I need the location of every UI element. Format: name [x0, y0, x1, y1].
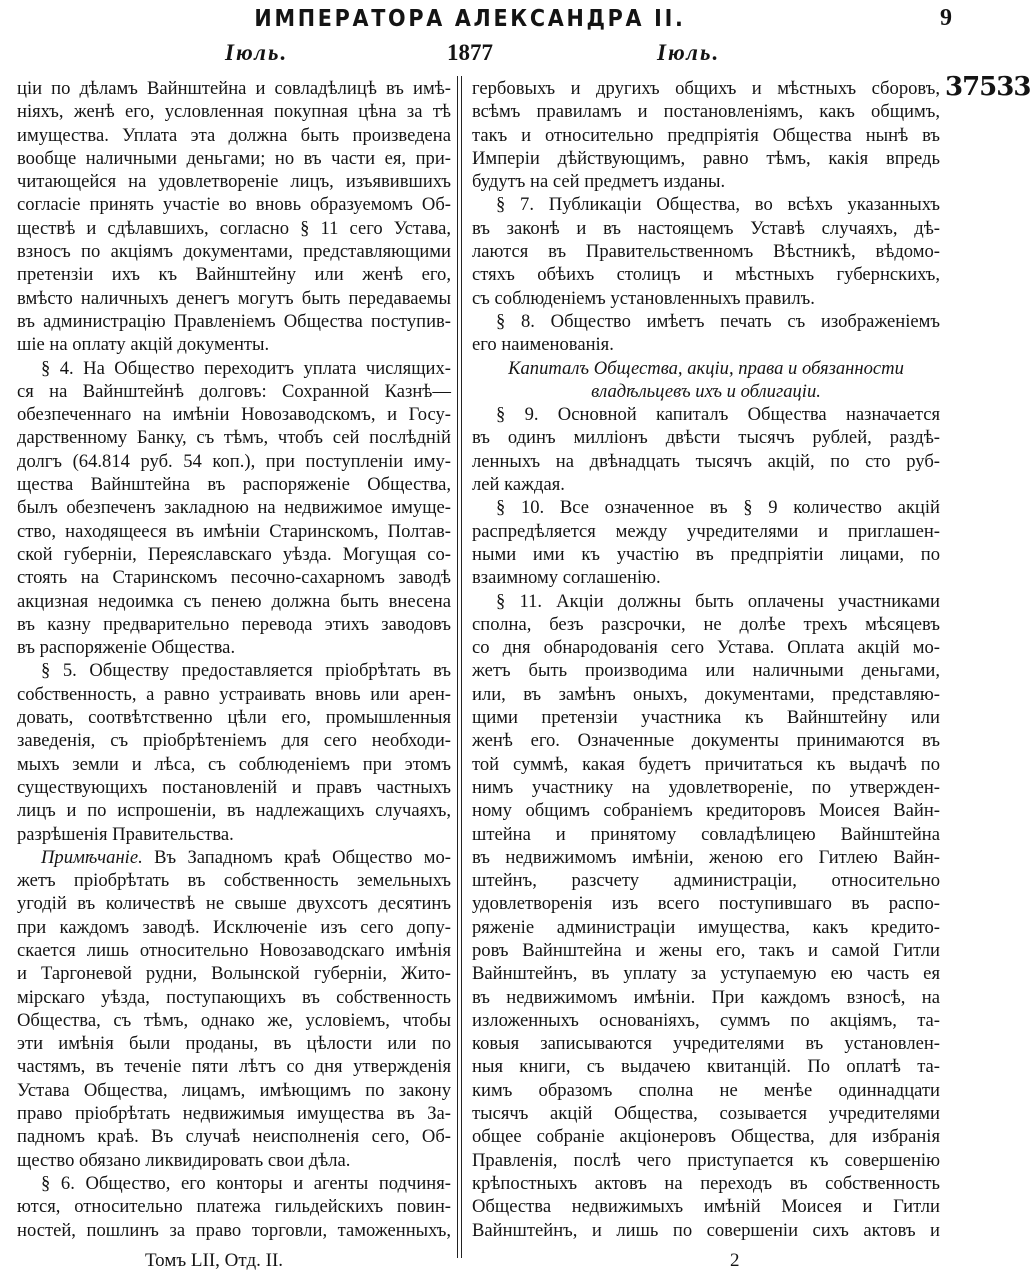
text-line: вообще наличными деньгами; но въ части ея, при- [17, 147, 451, 169]
text-line: Вайнштейнъ, и лишь по совершеніи сихъ актовъ и [472, 1219, 940, 1241]
text-line: ются, относительно платежа гильдейскихъ повин- [17, 1196, 451, 1218]
text-line: жетъ пріобрѣтать въ собственность земельныхъ [17, 870, 451, 892]
text-line: въ одинъ милліонъ двѣсти тысячъ рублей, раздѣ- [472, 427, 940, 449]
text-line: штейна и принятому совладѣлицею Вайнштейна [472, 823, 940, 845]
text-line: крѣпостныхъ актовъ на переходъ въ собственность [472, 1172, 940, 1194]
text-line: изложенныхъ основаніяхъ, суммъ по акціямъ, та- [472, 1009, 940, 1031]
text-line: акцизная недоимка съ пенею должна быть внесена [17, 590, 451, 612]
text-line: частямъ, въ теченіе пяти лѣтъ со дня утвержденія [17, 1056, 451, 1078]
text-line: лей каждая. [472, 474, 565, 496]
text-line: собственность, а равно устраивать вновь или арен- [17, 683, 451, 705]
page-number: 9 [940, 5, 952, 31]
text-line: имущества. Уплата эта должна быть произведена [17, 124, 451, 146]
text-line: § 5. Обществу предоставляется пріобрѣтать въ [41, 660, 451, 682]
text-line: стяхъ обѣихъ столицъ и мѣстныхъ губернскихъ, [472, 264, 940, 286]
text-line [17, 846, 451, 869]
text-line: § 4. На Общество переходитъ уплата числящих- [41, 357, 451, 379]
text-line: читающейся на удовлетвореніе лицъ, изъявившихъ [17, 171, 451, 193]
note-text: Въ Западномъ краѣ Общество мо- [142, 846, 451, 868]
text-line: ціи по дѣламъ Вайнштейна и совладѣлицѣ въ имѣ- [17, 78, 451, 99]
text-line: распредѣляется между учредителями и приглашен- [472, 520, 940, 542]
text-line: при каждомъ заводѣ. Исключеніе изъ сего допу- [17, 916, 451, 938]
text-line: или, въ замѣнъ оныхъ, документами, представляю- [472, 683, 940, 705]
text-line: въ распоряженіе Общества. [17, 637, 236, 659]
text-line: скается лишь относительно Новозаводскаго имѣнія [17, 939, 451, 961]
text-line: гербовыхъ и другихъ общихъ и мѣстныхъ сборовъ, [472, 78, 940, 99]
text-line: женѣ его. Означенные документы принимаются въ [472, 730, 940, 752]
text-line: обезпеченнаго на имѣніи Новозаводскомъ, и Госу- [17, 404, 451, 426]
text-line: ныя книги, съ выдачею квитанцій. По оплатѣ та- [472, 1056, 940, 1078]
text-line: удовлетворенія изъ всего поступившаго въ распо- [472, 893, 940, 915]
text-line: щими претензіи участника къ Вайнштейну или [472, 707, 940, 729]
text-line: согласіе принять участіе во вновь образуемомъ Об- [17, 194, 451, 216]
text-line: угодій въ количествѣ не свыше двухсотъ десятинъ [17, 893, 451, 915]
text-line: Общества недвижимыхъ имѣній Моисея и Гитли [472, 1196, 940, 1218]
text-line: ностей, пошлинъ за право торговли, таможенныхъ, [17, 1219, 451, 1241]
text-line: щество обязано ликвидировать свои дѣла. [17, 1149, 351, 1171]
text-line: § 10. Все означенное въ § 9 количество акцій [496, 497, 940, 519]
text-line: дарственному Банку, съ тѣмъ, чтобъ сей послѣдній [17, 427, 451, 449]
text-line: шіе на оплату акцій документы. [17, 334, 270, 356]
text-line: былъ обезпеченъ закладною на недвижимое имуще- [17, 497, 451, 519]
text-line: взаимному соглашенію. [472, 567, 661, 589]
text-line: такъ и относительно предпріятія Общества нынѣ въ [472, 124, 940, 146]
text-line: эти имѣнія были проданы, въ цѣлости или по [17, 1033, 451, 1055]
text-line: § 8. Общество имѣетъ печать съ изображеніемъ [496, 310, 940, 332]
text-line: кимъ образомъ сполна не менѣе одиннадцати [472, 1079, 940, 1101]
text-line: щества Вайнштейна въ распоряженіе Общества, [17, 474, 451, 496]
text-line: ство, находящееся въ имѣніи Старинскомъ, Полтав- [17, 520, 451, 542]
text-line: и Таргоневой рудни, Волынской губерніи, Жито- [17, 963, 451, 985]
footer-volume: Томъ LII, Отд. II. [145, 1250, 284, 1271]
column-divider [457, 76, 462, 1258]
text-line: со дня обнародованія сего Устава. Оплата акцій мо- [472, 637, 940, 659]
text-line: всѣмъ правиламъ и постановленіямъ, какъ общимъ, [472, 101, 940, 123]
month-left: Іюль. [225, 40, 289, 65]
text-line: лаются въ Правительственномъ Вѣстникѣ, вѣдомо- [472, 241, 940, 263]
text-line: сполна, безъ разсрочки, не долѣе трехъ мѣсяцевъ [472, 613, 940, 635]
text-line: § 6. Общество, его конторы и агенты подчиня- [41, 1172, 451, 1194]
text-line: претензіи ихъ къ Вайнштейну или женѣ его, [17, 264, 451, 286]
text-line: ся на Вайнштейнѣ долговъ: Сохранной Казнѣ— [17, 380, 451, 402]
text-line: въ казну предварительно перевода этихъ заводовъ [17, 613, 451, 635]
running-title: ИМПЕРАТОРА АЛЕКСАНДРА II. [254, 6, 686, 32]
year: 1877 [447, 40, 493, 65]
text-line: Правленія, послѣ чего приступается къ совершенію [472, 1149, 940, 1171]
right-column [472, 77, 940, 1242]
text-line: Имперіи дѣйствующимъ, равно тѣмъ, какія впредь [472, 147, 940, 169]
text-line: довать, соотвѣтственно цѣли его, промышленныя [17, 707, 451, 729]
text-line: Общества, съ тѣмъ, однако же, условіемъ, чтобы [17, 1009, 451, 1031]
text-line: общее собраніе акціонеровъ Общества, для избранія [472, 1126, 940, 1148]
footer-signature: 2 [730, 1250, 740, 1271]
text-line: существующихъ постановленій и правъ частныхъ [17, 776, 451, 798]
text-line: § 9. Основной капиталъ Общества назначается [496, 404, 940, 426]
text-line: право пріобрѣтать недвижимыя имущества въ За- [17, 1103, 451, 1125]
text-line: взносъ по акціямъ документами, представляющими [17, 241, 451, 263]
text-line: будутъ на сей предметъ изданы. [472, 171, 726, 193]
text-line: падномъ краѣ. Въ случаѣ неисполненія сего, Об- [17, 1126, 451, 1148]
text-line: стоять на Старинскомъ песочно-сахарномъ заводѣ [17, 567, 451, 589]
section-heading-line: Капиталъ Общества, акціи, права и обязанности [508, 357, 904, 379]
text-line: § 7. Публикаціи Общества, во всѣхъ указанныхъ [496, 194, 940, 216]
text-line: ному общимъ собраніемъ кредиторовъ Моисея Вайн- [472, 800, 940, 822]
text-line: вмѣсто наличныхъ денегъ могутъ быть передаваемы [17, 287, 451, 309]
text-line: съ соблюденіемъ установленныхъ правилъ. [472, 287, 815, 309]
text-line: жетъ быть производима или наличными деньгами, [472, 660, 940, 682]
text-line: Вайнштейнъ, въ уплату за уступаемую ею часть ея [472, 963, 940, 985]
section-heading-line: владѣльцевъ ихъ и облигаціи. [591, 380, 821, 402]
text-line: § 11. Акціи должны быть оплачены участниками [496, 590, 940, 612]
text-line: его наименованія. [472, 334, 614, 356]
text-line: ковыя записываются учредителями въ установлен- [472, 1033, 940, 1055]
text-line: Устава Общества, лицамъ, имѣющимъ по закону [17, 1079, 451, 1101]
text-line: той суммѣ, какая будетъ причитаться къ выдачѣ по [472, 753, 940, 775]
text-line: ровъ Вайнштейна и жены его, такъ и самой Гитли [472, 939, 940, 961]
text-line: ніяхъ, женѣ его, условленная покупная цѣна за тѣ [17, 101, 451, 123]
text-line: разрѣшенія Правительства. [17, 823, 234, 845]
text-line: ленныхъ на двѣнадцать тысячъ акцій, по сто руб- [472, 450, 940, 472]
text-line: мыхъ земли и лѣса, съ соблюденіемъ при этомъ [17, 753, 451, 775]
text-line: долгъ (64.814 руб. 54 коп.), при поступленіи иму- [17, 450, 451, 472]
left-column [17, 77, 451, 1242]
text-line: въ законѣ и въ настоящемъ Уставѣ случаяхъ, дѣ- [472, 217, 940, 239]
text-line: ными ими къ участію въ предпріятіи лицами, по [472, 543, 940, 565]
text-line: въ администрацію Правленіемъ Общества поступив- [17, 310, 451, 332]
month-right: Іюль. [657, 40, 721, 65]
text-line: тысячъ акцій Общества, созывается учредителями [472, 1103, 940, 1125]
text-line: ществѣ и сдѣлавшихъ, согласно § 11 сего Устава, [17, 217, 451, 239]
text-line: лицъ и по испрошеніи, въ надлежащихъ случаяхъ, [17, 800, 451, 822]
text-line: въ недвижимомъ имѣніи. При каждомъ взносѣ, на [472, 986, 940, 1008]
text-line: мірскаго уѣзда, поступающихъ въ собственность [17, 986, 451, 1008]
text-line: нимъ участнику на удовлетвореніе, по утвержден- [472, 776, 940, 798]
text-line: въ недвижимомъ имѣніи, женою его Гитлею Вайн- [472, 846, 940, 868]
text-line: ряженіе администраціи имущества, какъ кредито- [472, 916, 940, 938]
margin-document-number: 37533 [945, 72, 1030, 102]
note-label: Примѣчаніе. [41, 846, 143, 868]
text-line: ской губерніи, Переяславскаго уѣзда. Могущая со- [17, 543, 451, 565]
text-line: штейнъ, разсчету администраціи, относительно [472, 870, 940, 892]
text-line: заведенія, съ пріобрѣтеніемъ для сего необходи- [17, 730, 451, 752]
